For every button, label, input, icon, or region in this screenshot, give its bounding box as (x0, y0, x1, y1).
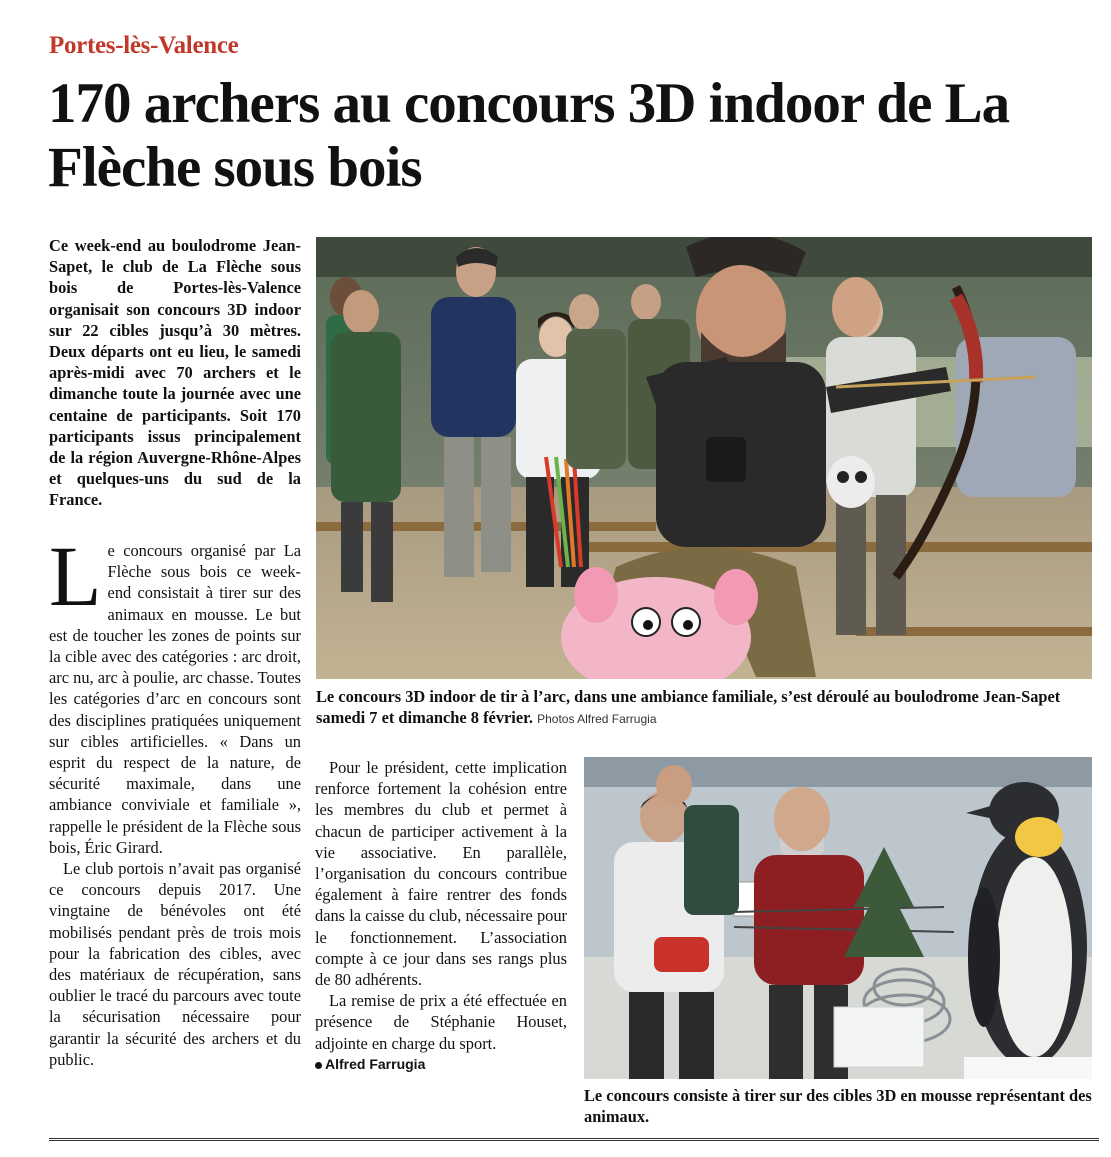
photo-caption-bottom: Le concours consiste à tirer sur des cibles 3D en mousse représentant des animaux. (584, 1086, 1092, 1126)
section-kicker: Portes-lès-Valence (49, 32, 239, 59)
body-column-2 (315, 757, 567, 1075)
photo-penguin-target (584, 757, 1092, 1079)
drop-cap: L (49, 528, 102, 624)
caption-text: Le concours 3D indoor de tir à l’arc, dans une ambiance familiale, s’est déroulé au boulodrome Jean-Sapet samedi 7 et dimanche 8 février. (316, 687, 1061, 727)
byline (315, 1054, 567, 1075)
photo-caption-top (316, 686, 1106, 730)
byline-name: Alfred Farrugia (325, 1055, 426, 1072)
lead-paragraph: Ce week-end au boulodrome Jean-Sapet, le club de La Flèche sous bois de Portes-lès-Valence organisait son concours 3D indoor sur 22 cibles jusqu’à 30 mètres. Deux départs ont eu lieu, le samedi après-midi avec 70 archers et le dimanche toute la journée avec une centaine de participants. Soit 170 participants issus principalement de la région Auvergne-Rhône-Alpes et quelques-uns du sud de la France. (49, 236, 301, 510)
headline: 170 archers au concours 3D indoor de La Flèche sous bois (48, 72, 1010, 199)
bullet-icon (315, 1062, 322, 1069)
body-paragraph: Le club portois n’avait pas organisé ce concours depuis 2017. Une vingtaine de bénévoles ont été mobilisés pendant près de trois mois pour la fabrication des cibles, avec des matériaux de récupération, sans oublier le tracé du parcours avec toute la sécurisation nécessaire pour garantir la sécurité des archers et du public. (49, 859, 301, 1069)
body-column-1 (49, 528, 301, 1070)
photo-archer-pig-target (316, 237, 1092, 679)
body-text: e concours organisé par La Flèche sous bois ce week-end consistait à tirer sur des animaux en mousse. Le but est de toucher les zones de points sur la cible avec des catégories : arc droit, arc nu, arc à poulie, arc chasse. Toutes les catégories d’arc en concours sont des disciplines pratiquées uniquement sur cibles artificielles. « Dans un esprit du respect de la nature, de sécurité maximale, dans une ambiance conviviale et familiale », rappelle le président de la Flèche sous bois, Éric Girard. (49, 541, 301, 857)
penguin-photo-illustration (584, 757, 1092, 1079)
body-paragraph (49, 528, 301, 858)
bottom-rule (49, 1138, 1099, 1141)
photo-credit: Photos Alfred Farrugia (537, 712, 657, 726)
archer-photo-illustration (316, 237, 1092, 679)
body-paragraph: Pour le président, cette implication renforce fortement la cohésion entre les membres du club et permet à chacun de participer activement à la vie associative. En parallèle, l’organisation du concours contribue également à faire rentrer des fonds dans la caisse du club, nécessaire pour le fonctionnement. L’association compte à ce jour dans ses rangs plus de 80 adhérents. (315, 758, 567, 990)
body-paragraph: La remise de prix a été effectuée en présence de Stéphanie Houset, adjointe en charge du sport. (315, 991, 567, 1053)
